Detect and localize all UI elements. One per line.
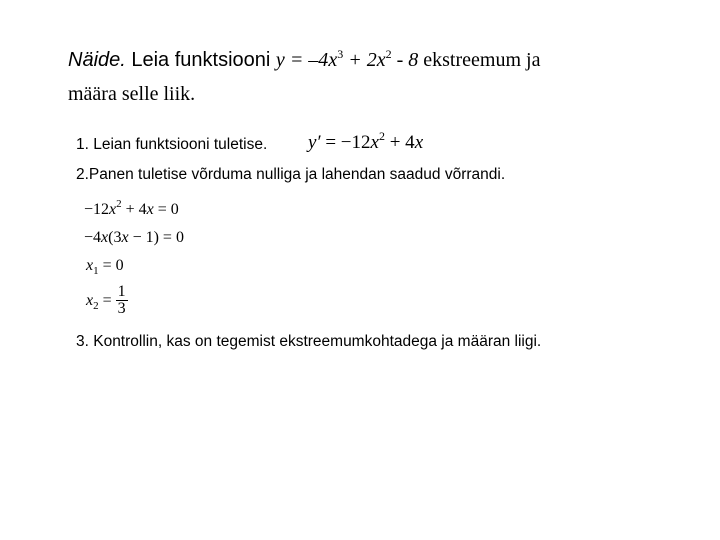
fraction-denominator: 3 <box>117 300 126 317</box>
example-label: Näide. <box>68 49 126 71</box>
derivative-x: x <box>370 132 379 153</box>
task-text-end: ekstreemum ja <box>418 49 541 71</box>
eq2-x2: x <box>121 229 129 246</box>
function-formula-exp2: 2 <box>385 47 392 61</box>
eq1-x: x <box>109 201 117 218</box>
derivative-lhs: y′ <box>308 132 321 153</box>
solution-x1 <box>86 257 124 275</box>
eq1-c: = 0 <box>153 201 179 218</box>
eq3-rhs: = 0 <box>98 257 124 274</box>
eq2-a: −4 <box>84 229 102 246</box>
eq2-x: x <box>101 229 109 246</box>
function-formula-minus: - 8 <box>391 49 419 71</box>
function-formula-x2: x <box>376 49 386 71</box>
eq2-c: − 1) = 0 <box>128 229 184 246</box>
step-1-text: 1. Leian funktsiooni tuletise. <box>76 136 268 153</box>
eq1-exp: 2 <box>116 198 122 210</box>
solution-x2 <box>86 284 128 317</box>
derivative-exp: 2 <box>378 129 385 143</box>
equation-1 <box>84 198 179 219</box>
equation-2 <box>84 229 184 247</box>
function-formula-eq: = –4 <box>284 49 329 71</box>
function-formula-y: y <box>275 49 285 71</box>
eq4-sub: 2 <box>93 299 99 312</box>
function-formula-exp1: 3 <box>337 47 344 61</box>
function-formula-plus: + 2 <box>343 49 377 71</box>
function-formula-x1: x <box>328 49 338 71</box>
eq1-x2: x <box>146 201 154 218</box>
fraction-one-third <box>116 284 128 317</box>
eq3-sub: 1 <box>93 265 99 277</box>
fraction-numerator: 1 <box>117 283 126 300</box>
task-text: Leia funktsiooni <box>125 49 276 71</box>
task-statement <box>68 49 540 72</box>
eq4-eq: = <box>98 291 112 309</box>
derivative-x2: x <box>414 132 424 153</box>
eq1-a: −12 <box>84 201 110 218</box>
task-statement-line2: määra selle liik. <box>68 83 196 105</box>
derivative-formula <box>308 129 424 154</box>
eq4-x: x <box>86 291 94 309</box>
step-3-text: 3. Kontrollin, kas on tegemist ekstreemumkohtadega ja määran liigi. <box>76 333 542 350</box>
derivative-rhs-a: = −12 <box>320 132 371 153</box>
derivative-rhs-b: + 4 <box>384 132 415 153</box>
step-2-text: 2.Panen tuletise võrduma nulliga ja lahendan saadud võrrandi. <box>76 166 506 183</box>
eq2-b: (3 <box>108 229 122 246</box>
eq3-x: x <box>86 257 94 274</box>
eq1-b: + 4 <box>121 201 147 218</box>
